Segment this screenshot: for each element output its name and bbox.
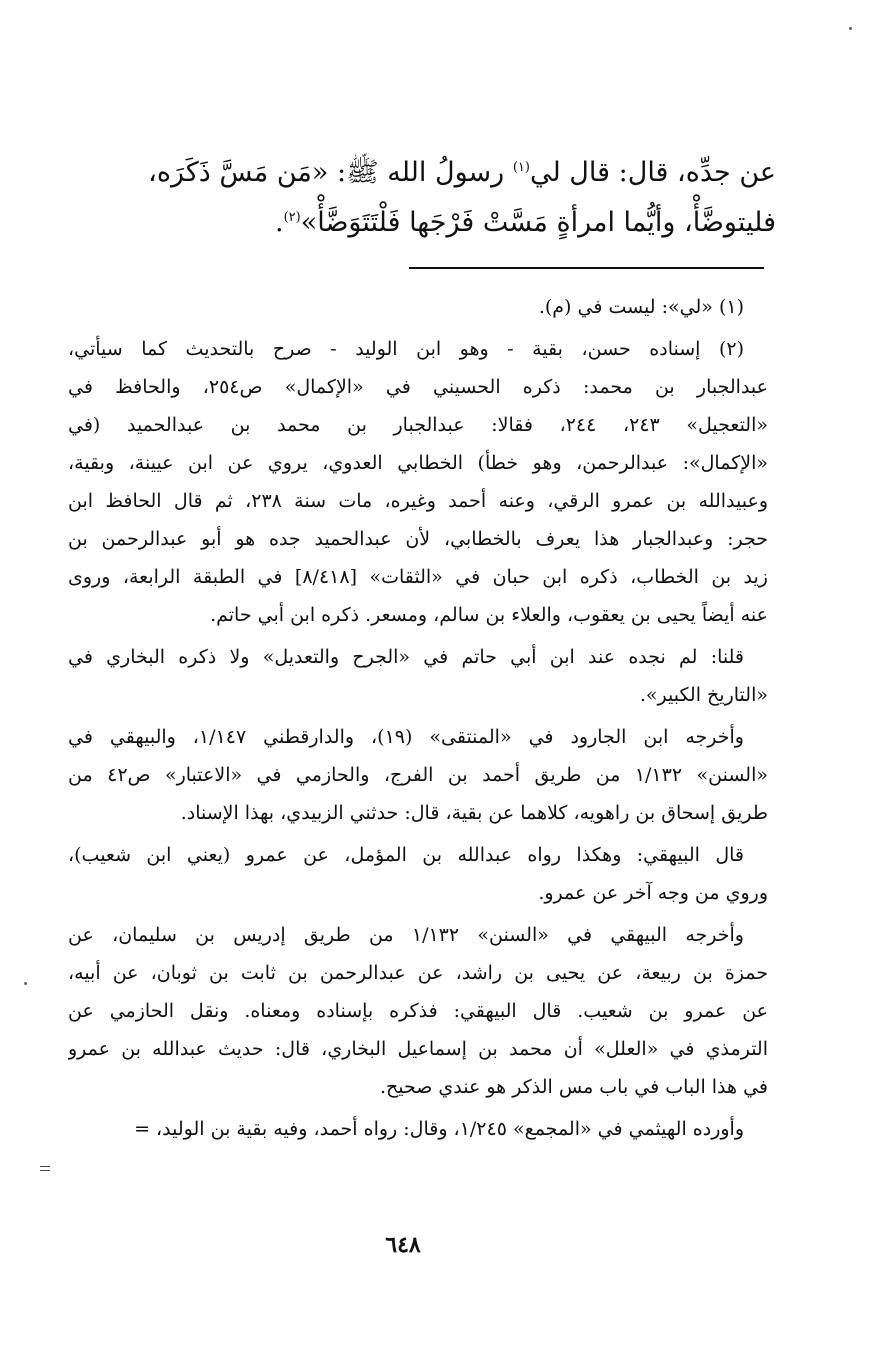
footnote-line: «الإكمال»: عبدالرحمن، وهو خطأ) الخطابي العدوي، يروي عن ابن عيينة، وبقية، [68, 452, 768, 474]
footnote-line: طريق إسحاق بن راهويه، كلاهما عن بقية، قال: حدثني الزبيدي، بهذا الإسناد. [180, 802, 768, 824]
footnote-line: قلنا: لم نجده عند ابن أبي حاتم في «الجرح والتعديل» ولا ذكره البخاري في [68, 646, 744, 668]
footnote-line: «السنن» ١/١٣٢ من طريق أحمد بن الفرج، والحازمي في «الاعتبار» ص٤٢ من [68, 764, 768, 786]
note-2-para-4 [68, 836, 768, 912]
note-2-para-6 [68, 1110, 768, 1148]
hadith-line-1-end: رسولُ الله ﷺ: «مَن مَسَّ ذَكَرَه، [148, 157, 513, 188]
note-2-para-5 [68, 916, 768, 1106]
footnote-separator [409, 267, 764, 269]
footnote-line: (١) «لي»: ليست في (م). [538, 296, 744, 318]
hadith-line-1 [121, 148, 776, 198]
footnote-line: في هذا الباب في باب مس الذكر هو عندي صحيح. [379, 1076, 768, 1098]
footnote-line: وأورده الهيثمي في «المجمع» ١/٢٤٥، وقال: رواه أحمد، وفيه بقية بن الوليد، = [134, 1118, 744, 1140]
footnote-line: عن عمرو بن شعيب. قال البيهقي: فذكره بإسناده ومعناه. ونقل الحازمي عن [68, 1000, 768, 1022]
footnote-line: عنه أيضاً يحيى بن يعقوب، والعلاء بن سالم، ومسعر. ذكره ابن أبي حاتم. [210, 604, 768, 626]
footnote-line: وأخرجه البيهقي في «السنن» ١/١٣٢ من طريق إدريس بن سليمان، عن [68, 924, 744, 946]
margin-speck [849, 27, 852, 30]
footnote-line: وروي من وجه آخر عن عمرو. [538, 882, 768, 904]
footnote-line: (٢) إسناده حسن، بقية - وهو ابن الوليد - صرح بالتحديث كما سيأتي، [68, 338, 744, 360]
footnote-line: قال البيهقي: وهكذا رواه عبدالله بن المؤمل، عن عمرو (يعني ابن شعيب)، [68, 844, 744, 866]
footnote-line: زيد بن الخطاب، ذكره ابن حبان في «الثقات» [٨/٤١٨] في الطبقة الرابعة، وروى [68, 566, 768, 588]
footnote-line: «التعجيل» ٢٤٣، ٢٤٤، فقالا: عبدالجبار بن محمد بن عبدالحميد (في [68, 414, 768, 436]
note-2 [68, 330, 768, 634]
margin-equals-mark [40, 1166, 50, 1174]
hadith-text [121, 148, 776, 248]
footnote-line: وعبيدالله بن عمرو الرقي، وعنه أحمد وغيره، مات سنة ٢٣٨، ثم قال الحافظ ابن [68, 490, 768, 512]
footnote-line: حجر: وعبدالجبار هذا يعرف بالخطابي، لأن عبدالحميد جده هو أبو عبدالرحمن بن [68, 528, 768, 550]
footnote-ref-1: (١) [512, 160, 530, 175]
hadith-line-1-start: عن جدِّه، قال: قال لي [529, 157, 776, 188]
footnote-line: حمزة بن ربيعة، عن يحيى بن راشد، عن عبدالرحمن بن ثابت بن ثوبان، عن أبيه، [68, 962, 768, 984]
hadith-line-2-text: فليتوضَّأْ، وأيُّما امرأةٍ مَسَّتْ فَرْجَها فَلْتَتَوَضَّأْ» [300, 207, 776, 238]
footnote-ref-2: (٢) [283, 210, 301, 225]
margin-speck [24, 982, 27, 985]
page-number: ٦٤٨ [385, 1232, 421, 1258]
footnote-line: وأخرجه ابن الجارود في «المنتقى» (١٩)، والدارقطني ١/١٤٧، والبيهقي في [68, 726, 744, 748]
footnote-line: الترمذي في «العلل» أن محمد بن إسماعيل البخاري، قال: حديث عبدالله بن عمرو [68, 1038, 768, 1060]
hadith-line-2 [121, 198, 776, 248]
footnotes [68, 288, 768, 1152]
hadith-line-2-end: . [275, 207, 284, 238]
footnote-line: عبدالجبار بن محمد: ذكره الحسيني في «الإكمال» ص٢٥٤، والحافظ في [68, 376, 768, 398]
note-1 [68, 288, 768, 326]
footnote-line: «التاريخ الكبير». [639, 684, 768, 706]
note-2-para-3 [68, 718, 768, 832]
note-2-para-2 [68, 638, 768, 714]
